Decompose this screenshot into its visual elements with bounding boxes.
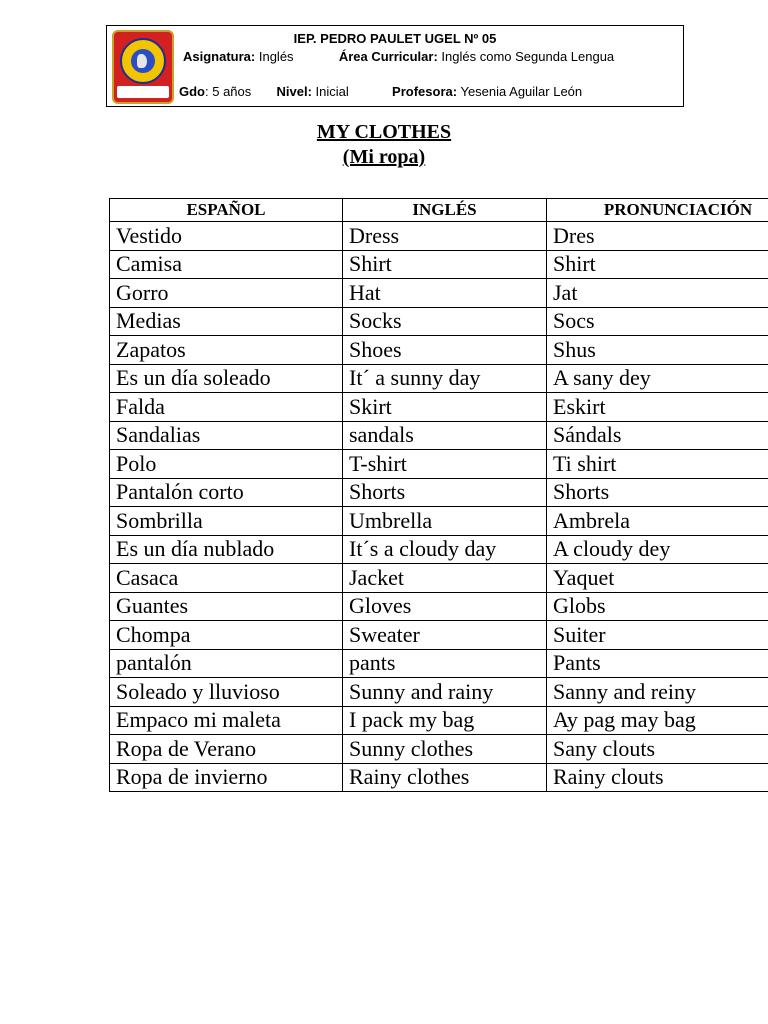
cell-english: Shorts bbox=[343, 478, 547, 507]
table-row bbox=[110, 421, 768, 450]
level-label: Nivel: bbox=[276, 84, 312, 99]
cell-pronunciation: Suiter bbox=[547, 621, 768, 650]
table-row bbox=[110, 307, 768, 336]
cell-english: Sunny clothes bbox=[343, 735, 547, 764]
cell-pronunciation: Rainy clouts bbox=[547, 763, 768, 792]
cell-spanish: Falda bbox=[110, 393, 343, 422]
cell-pronunciation: Shus bbox=[547, 336, 768, 365]
vocabulary-table bbox=[109, 198, 768, 792]
table-row bbox=[110, 250, 768, 279]
cell-english: T-shirt bbox=[343, 450, 547, 479]
cell-english: Sunny and rainy bbox=[343, 678, 547, 707]
cell-pronunciation: Ambrela bbox=[547, 507, 768, 536]
cell-spanish: Empaco mi maleta bbox=[110, 706, 343, 735]
cell-english: Jacket bbox=[343, 564, 547, 593]
header-row-subject bbox=[183, 49, 614, 64]
cell-pronunciation: Ti shirt bbox=[547, 450, 768, 479]
cell-spanish: Casaca bbox=[110, 564, 343, 593]
cell-spanish: Sandalias bbox=[110, 421, 343, 450]
area-label: Área Curricular: bbox=[338, 49, 438, 64]
table-row bbox=[110, 393, 768, 422]
cell-english: Umbrella bbox=[343, 507, 547, 536]
cell-pronunciation: Dres bbox=[547, 222, 768, 251]
table-row bbox=[110, 364, 768, 393]
cell-pronunciation: Yaquet bbox=[547, 564, 768, 593]
subject-value: Inglés bbox=[258, 49, 294, 64]
cell-english: Shoes bbox=[343, 336, 547, 365]
cell-english: Gloves bbox=[343, 592, 547, 621]
table-row bbox=[110, 336, 768, 365]
table-row bbox=[110, 450, 768, 479]
cell-spanish: Gorro bbox=[110, 279, 343, 308]
cell-spanish: Pantalón corto bbox=[110, 478, 343, 507]
page-title: MY CLOTHES bbox=[316, 121, 452, 143]
cell-spanish: Ropa de invierno bbox=[110, 763, 343, 792]
cell-english: I pack my bag bbox=[343, 706, 547, 735]
table-row bbox=[110, 564, 768, 593]
globe-icon bbox=[131, 49, 155, 73]
cell-pronunciation: Pants bbox=[547, 649, 768, 678]
cell-pronunciation: Socs bbox=[547, 307, 768, 336]
table-row bbox=[110, 621, 768, 650]
table-row bbox=[110, 592, 768, 621]
subject-label: Asignatura: bbox=[183, 49, 256, 64]
cell-english: Rainy clothes bbox=[343, 763, 547, 792]
cell-pronunciation: A cloudy dey bbox=[547, 535, 768, 564]
cell-spanish: Guantes bbox=[110, 592, 343, 621]
cell-spanish: Medias bbox=[110, 307, 343, 336]
cell-english: Dress bbox=[343, 222, 547, 251]
cell-spanish: pantalón bbox=[110, 649, 343, 678]
page-subtitle: (Mi ropa) bbox=[342, 146, 426, 168]
cell-spanish: Vestido bbox=[110, 222, 343, 251]
table-row bbox=[110, 507, 768, 536]
cell-spanish: Polo bbox=[110, 450, 343, 479]
cell-spanish: Camisa bbox=[110, 250, 343, 279]
grade-label: Gdo bbox=[179, 84, 205, 99]
cell-spanish: Zapatos bbox=[110, 336, 343, 365]
column-header-english: INGLÉS bbox=[343, 199, 547, 222]
cell-pronunciation: Sándals bbox=[547, 421, 768, 450]
cell-pronunciation: Ay pag may bag bbox=[547, 706, 768, 735]
cell-english: pants bbox=[343, 649, 547, 678]
cell-pronunciation: Sanny and reiny bbox=[547, 678, 768, 707]
cell-english: Hat bbox=[343, 279, 547, 308]
table-row bbox=[110, 706, 768, 735]
cell-spanish: Es un día nublado bbox=[110, 535, 343, 564]
cell-pronunciation: Shorts bbox=[547, 478, 768, 507]
area-value: Inglés como Segunda Lengua bbox=[441, 49, 615, 64]
header-row-grade bbox=[179, 84, 582, 99]
table-row bbox=[110, 678, 768, 707]
cell-english: It´ a sunny day bbox=[343, 364, 547, 393]
cell-english: It´s a cloudy day bbox=[343, 535, 547, 564]
table-row bbox=[110, 649, 768, 678]
cell-english: sandals bbox=[343, 421, 547, 450]
cell-spanish: Soleado y lluvioso bbox=[110, 678, 343, 707]
school-name: IEP. PEDRO PAULET UGEL Nº 05 bbox=[293, 31, 497, 46]
cell-spanish: Sombrilla bbox=[110, 507, 343, 536]
cell-pronunciation: A sany dey bbox=[547, 364, 768, 393]
cell-english: Skirt bbox=[343, 393, 547, 422]
cell-spanish: Ropa de Verano bbox=[110, 735, 343, 764]
cell-pronunciation: Globs bbox=[547, 592, 768, 621]
teacher-label: Profesora: bbox=[392, 84, 458, 99]
grade-value: : 5 años bbox=[205, 84, 252, 99]
table-row bbox=[110, 535, 768, 564]
table-row bbox=[110, 763, 768, 792]
column-header-spanish: ESPAÑOL bbox=[110, 199, 343, 222]
crest-banner bbox=[117, 86, 169, 98]
cell-english: Shirt bbox=[343, 250, 547, 279]
table-row bbox=[110, 279, 768, 308]
table-header-row bbox=[110, 199, 768, 222]
table-row bbox=[110, 222, 768, 251]
cell-pronunciation: Sany clouts bbox=[547, 735, 768, 764]
column-header-pronunciation: PRONUNCIACIÓN bbox=[547, 199, 768, 222]
cell-pronunciation: Shirt bbox=[547, 250, 768, 279]
cell-english: Sweater bbox=[343, 621, 547, 650]
header-box bbox=[106, 25, 684, 107]
level-value: Inicial bbox=[315, 84, 349, 99]
cell-pronunciation: Eskirt bbox=[547, 393, 768, 422]
cell-english: Socks bbox=[343, 307, 547, 336]
cell-spanish: Es un día soleado bbox=[110, 364, 343, 393]
table-row bbox=[110, 735, 768, 764]
table-row bbox=[110, 478, 768, 507]
cell-spanish: Chompa bbox=[110, 621, 343, 650]
teacher-value: Yesenia Aguilar León bbox=[460, 84, 583, 99]
cell-pronunciation: Jat bbox=[547, 279, 768, 308]
